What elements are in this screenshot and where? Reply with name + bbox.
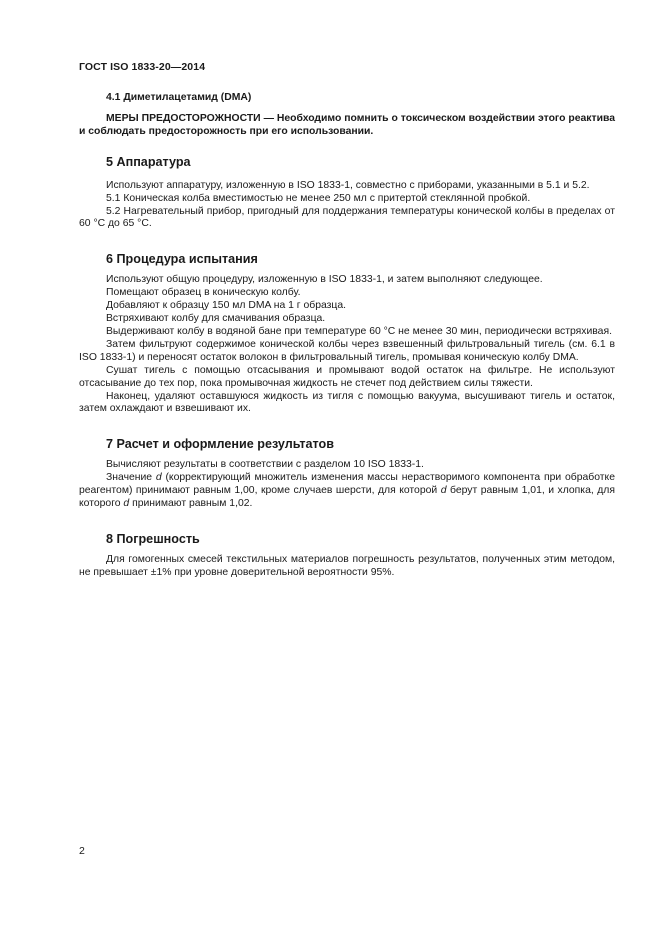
section-6-paragraph: Встряхивают колбу для смачивания образца.	[106, 313, 326, 325]
document-body	[79, 92, 615, 580]
section-6-heading: 6 Процедура испытания	[106, 252, 258, 267]
text-run: (корректирующий множитель изменения массы нерастворимого компонента при обработке реагентом) принимают равным 1,00, кроме случаев шерсти, для которой	[79, 472, 615, 497]
text-run: принимают равным 1,02.	[129, 498, 253, 510]
page-number: 2	[79, 845, 85, 857]
section-5-paragraph: 5.1 Коническая колба вместимостью не менее 250 мл с притертой стеклянной пробкой.	[106, 192, 531, 204]
document-header: ГОСТ ISO 1833-20—2014	[79, 61, 206, 73]
section-6-paragraph: Затем фильтруют содержимое конической колбы через взвешенный фильтровальный тигель (см. 6.1 в ISO 1833-1) и переносят остаток волокон в фильтровальный тигель, промывая коническую колбу DMA.	[79, 338, 615, 363]
section-7-heading: 7 Расчет и оформление результатов	[106, 437, 334, 452]
text-run: Значение	[106, 472, 156, 484]
section-8-heading: 8 Погрешность	[106, 531, 200, 546]
variable-d: d	[123, 498, 130, 510]
section-6-paragraph: Используют общую процедуру, изложенную в ISO 1833-1, и затем выполняют следующее.	[106, 274, 543, 286]
text-run: берут равным 1,01, и хлопка, для которого	[79, 485, 615, 510]
section-5-paragraph: Используют аппаратуру, изложенную в ISO 1833-1, совместно с приборами, указанными в 5.1 и 5.2.	[106, 179, 590, 191]
precaution-warning: МЕРЫ ПРЕДОСТОРОЖНОСТИ — Необходимо помнить о токсическом воздействии этого реактива и соблюдать предосторожность при его использовании.	[79, 112, 615, 137]
variable-d: d	[155, 472, 162, 484]
section-6-paragraph: Выдерживают колбу в водяной бане при температуре 60 °C не менее 30 мин, периодически встряхивая.	[106, 325, 612, 337]
section-6-paragraph: Наконец, удаляют оставшуюся жидкость из тигля с помощью вакуума, высушивают тигель и остаток, затем охлаждают и взвешивают их.	[79, 390, 615, 415]
variable-d: d	[440, 485, 447, 497]
section-7-paragraph: Вычисляют результаты в соответствии с разделом 10 ISO 1833-1.	[106, 459, 424, 471]
section-5-paragraph: 5.2 Нагревательный прибор, пригодный для поддержания температуры конической колбы в пределах от 60 °C до 65 °C.	[79, 205, 615, 230]
section-5-heading: 5 Аппаратура	[106, 154, 191, 169]
section-8-paragraph: Для гомогенных смесей текстильных материалов погрешность результатов, полученных этим методом, не превышает ±1% при уровне доверительной вероятности 95%.	[79, 553, 615, 578]
section-6-paragraph: Сушат тигель с помощью отсасывания и промывают водой остаток на фильтре. Не используют отсасывание до тех пор, пока промывочная жидкость не стечет под действием силы тяжести.	[79, 364, 615, 389]
subsection-4-1-heading: 4.1 Диметилацетамид (DMA)	[106, 92, 252, 103]
section-6-paragraph: Добавляют к образцу 150 мл DMA на 1 г образца.	[106, 300, 347, 312]
section-7-paragraph-correction-factor	[79, 472, 615, 511]
section-6-paragraph: Помещают образец в коническую колбу.	[106, 287, 301, 299]
